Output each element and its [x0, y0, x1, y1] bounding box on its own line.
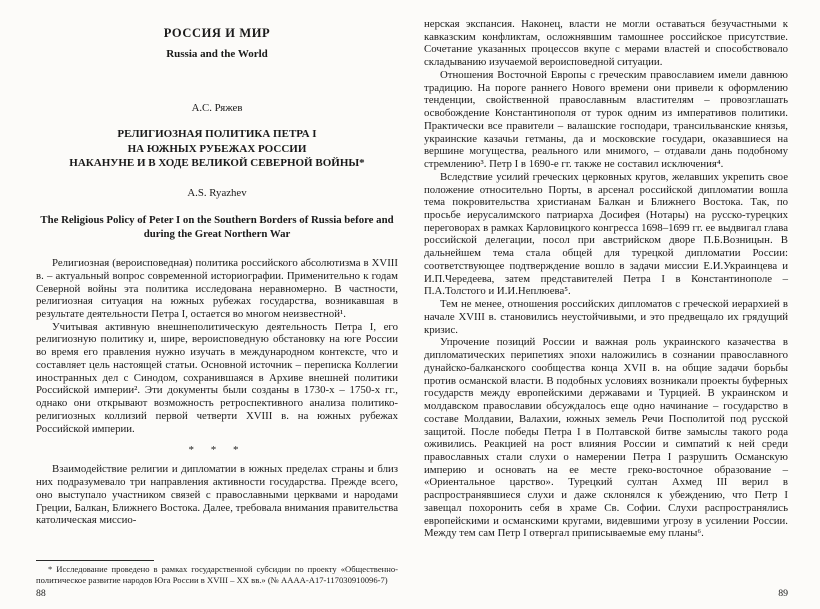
footnote-rule	[36, 560, 154, 561]
paragraph: Учитывая активную внешнеполитическую деятельность Петра I, его религиозную политику и, шире, вероисповедную обстановку на юге России во время его правления нужно изучать в международном контексте, что и составляет цель настоящей статьи. Основной источник – переписка Коллегии иностранных дел с Синодом, сохранившаяся в Архиве внешней политики Российской империи². Эти документы были созданы в 1730-х – 1750-х гг., однако они открывают возможность ретроспективного анализа политико-религиозных коллизий первой четверти XVIII в. на южных рубежах Российской империи.	[36, 320, 398, 435]
paragraph: Религиозная (вероисповедная) политика российского абсолютизма в XVIII в. – актуальный вопрос современной историографии. Применительно к годам Северной войны эта политика исследована неравномерно. В частности, религиозная ситуация на южных рубежах государства, возникавшая в результате деятельности Петра I, остается во многом неизвестной¹.	[36, 257, 398, 320]
paragraph: Взаимодействие религии и дипломатии в южных пределах страны и близ них подразумевало три направления активности государства. Прежде всего, оно выступало участником связей с православными церквами и народами Греции, Балкан, Ближнего Востока. Далее, требовала внимания правительства католическая миссио-	[36, 463, 398, 527]
article-title-en: The Religious Policy of Peter I on the Southern Borders of Russia before and during the Great Northern War	[40, 213, 394, 240]
section-title-ru: РОССИЯ И МИР	[163, 26, 271, 40]
article-title-ru	[36, 127, 398, 171]
section-title-en: Russia and the World	[166, 48, 268, 60]
paragraph: Вследствие усилий греческих церковных кругов, желавших укрепить свое положение относительно Порты, в арсенал российской дипломатии вошла тема покровительства христианам Балкан и Ближнего Востока. Так, по просьбе иерусалимского патриарха Досифея (Нотары) на русско-турецких переговорах в рамках Карловицкого конгресса 1698–1699 гг. ее выдвигал глава российской делегации, посол при австрийском дворе П.Б.Возницын. В дальнейшем тема стала общей для турецкой дипломатии России: соответствующее подтверждение вошло в задачи миссии Е.И.Украинцева и И.П.Чередеева, затем представителей Петра I в Константинополе – П.А.Толстого и И.И.Неплюева⁵.	[424, 170, 788, 298]
article-title-ru-line-2: НА ЮЖНЫХ РУБЕЖАХ РОССИИ	[127, 142, 307, 155]
footnote-text: * Исследование проведено в рамках государственной субсидии по проекту «Общественно-политическое развитие народов Юга России в XVIII – XX вв.» (№ АААА-А17-117030910096-7)	[36, 564, 398, 585]
paragraph: Упрочение позиций России и важная роль украинского казачества в дипломатических перипетиях эпохи наложились в сознании православного дунайско-балканского сообщества конца XVII в. на общие задачи борьбы против османской власти. В подобных условиях возникали проекты буферных государств между европейскими державами и Турцией. В украинском и молдавском православии обсуждалось еще одно начинание – государство в составе Молдавии, Валахии, южных земель Речи Посполитой под русской защитой. После победы Петра I в Полтавской битве замыслы такого рода оживились. Реакцией на рост влияния России и симпатий к ней среди православных стали слухи о намерении Петра I разрушить Османскую империю и основать на ее месте греко-восточное образование – «Ориентальное царство». Турецкий султан Ахмед III верил в распространявшиеся слухи и даже склонялся к убеждению, что Петр I завещал похоронить себя в храме Св. Софии. Слухи распространялись европейскими и османскими кругами, видевшими угрозу в усилении России. Между тем сам Петр I отвергал приписываемые ему планы⁶.	[424, 336, 788, 540]
author-en: A.S. Ryazhev	[187, 186, 247, 199]
paragraph: Отношения Восточной Европы с греческим православием имели давнюю традицию. На пороге раннего Нового времени они привели к оформлению тенденции, свойственной православным властителям – провозглашать освобождение Константинополя от турок одним из императивов политики. Практически все правители – валашские господари, трансильванские князья, украинские казачьи гетманы, да и московские государи, оказавшиеся на вершине могущества, реального или мнимого, – отдавали дань подобному стремлению³. Петр I в 1690-е гг. также не составил исключения⁴.	[424, 68, 788, 171]
author-ru: А.С. Ряжев	[191, 102, 243, 114]
article-title-ru-line-3: НАКАНУНЕ И В ХОДЕ ВЕЛИКОЙ СЕВЕРНОЙ ВОЙНЫ*	[69, 157, 365, 170]
paragraph: Тем не менее, отношения российских дипломатов с греческой иерархией в начале XVIII в. становились неустойчивыми, и это предвещало их грядущий кризис.	[424, 298, 788, 336]
article-title-ru-line-1: РЕЛИГИОЗНАЯ ПОЛИТИКА ПЕТРА I	[117, 128, 317, 140]
page-number-left: 88	[36, 588, 46, 599]
page-number-right: 89	[778, 588, 788, 599]
asterisk-separator: * * *	[188, 444, 246, 457]
footnote-block	[36, 560, 398, 585]
page-right	[410, 0, 820, 609]
paragraph: нерская экспансия. Наконец, власти не могли оставаться безучастными к кавказским конфликтам, осложнявшим тамошнее российское присутствие. Сочетание указанных процессов вкупе с мерами властей и способствовало складыванию изучаемой вероисповедной ситуации.	[424, 18, 788, 69]
